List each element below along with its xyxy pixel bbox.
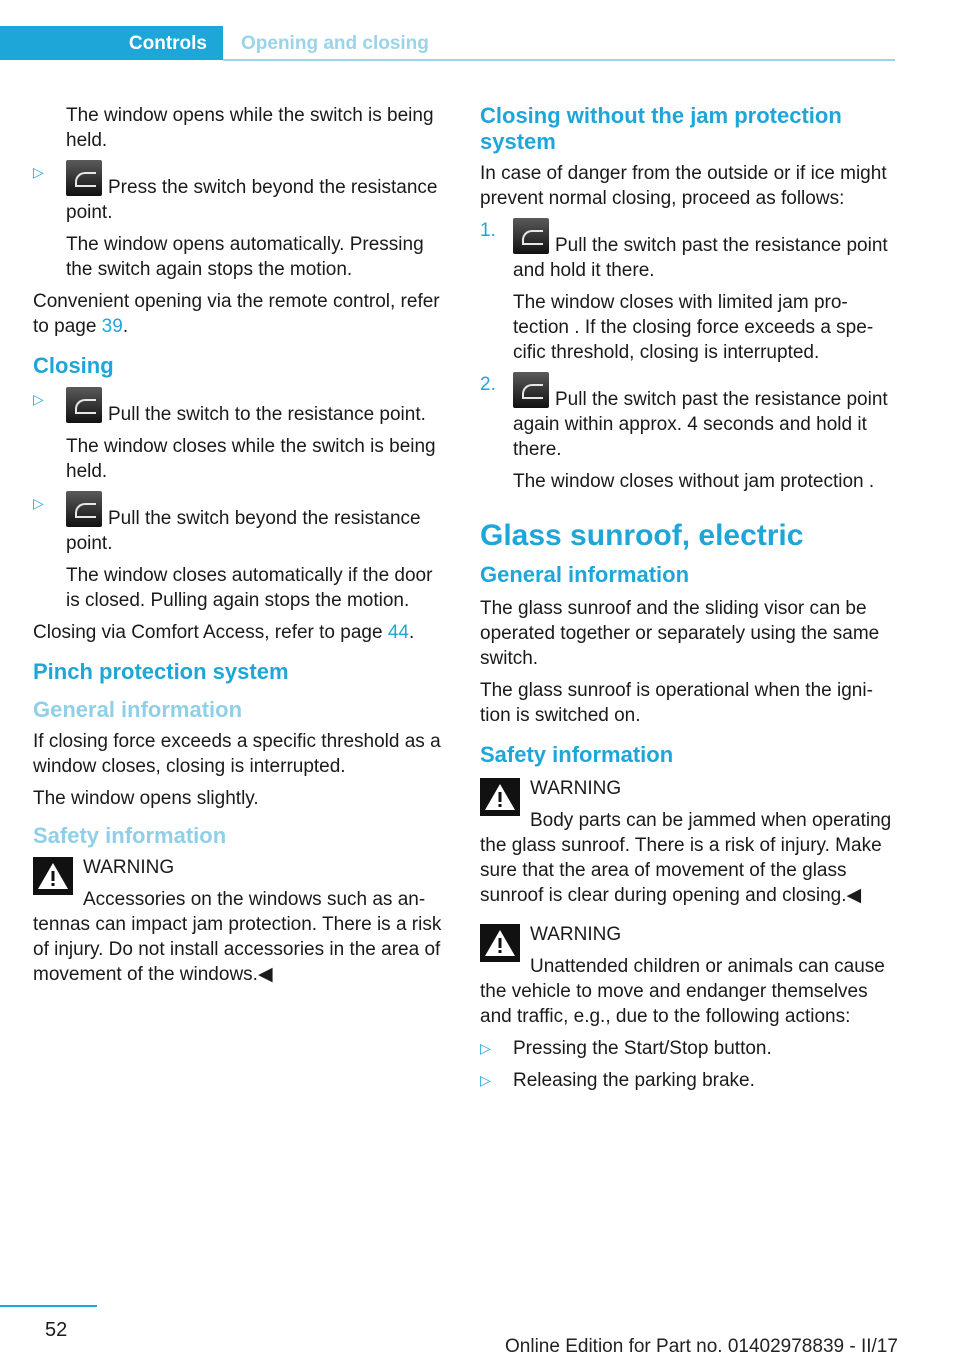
footer-rule [0,1305,97,1307]
right-column [480,103,893,1100]
section-heading: Closing [33,353,114,378]
chapter-heading: Glass sunroof, electric [480,519,804,552]
list-item [33,160,446,225]
step-number: 2. [480,374,496,395]
warning-triangle-icon [480,924,520,962]
window-switch-icon [66,387,102,423]
list-item [480,1036,893,1061]
list-item-text: Press the switch beyond the resistance point. [66,177,438,223]
section-heading: Safety information [480,742,674,767]
subsection-heading: General information [33,697,243,722]
warning-triangle-icon [33,857,73,895]
warning-box [33,855,446,987]
warning-text: Body parts can be jammed when operating the glass sunroof. There is a risk of injury. Make sure that the area of movement of the glass sunroof is clear during opening and closing.◀ [480,810,892,906]
warning-title: WARNING [83,857,175,878]
list-item [480,372,893,462]
paragraph: The window closes without jam protection . [513,471,875,492]
list-item-text: Releasing the parking brake. [513,1070,755,1091]
window-switch-icon [513,372,549,408]
warning-text: Accessories on the windows such as antennas can impact jam protection. There is a risk of injury. Do not install accessories in the area of movement of the windows.◀ [33,889,442,985]
step-number: 1. [480,220,496,241]
paragraph-text: Convenient opening via the remote control, refer to page [33,291,440,337]
window-switch-icon [513,218,549,254]
warning-title: WARNING [530,778,622,799]
section-label[interactable]: Opening and closing [241,33,429,54]
page-link[interactable]: 39 [101,316,123,337]
section-heading: General information [480,562,690,587]
paragraph: In case of danger from the outside or if ice might prevent normal closing, proceed as follows: [480,163,887,209]
edition-text: Online Edition for Part no. 01402978839 - II/17 [505,1336,898,1357]
left-column [33,103,446,994]
list-item-text: Pull the switch past the resistance point and hold it there. [513,235,888,281]
paragraph: The window opens slightly. [33,788,259,809]
bullet-triangle-icon: ▷ [480,1072,491,1088]
bullet-triangle-icon: ▷ [33,164,44,180]
paragraph: The window opens while the switch is being held. [66,105,434,151]
list-item-text: Pull the switch to the resistance point. [108,404,426,425]
paragraph: The window closes automatically if the door is closed. Pulling again stops the motion. [66,565,433,611]
chapter-tab[interactable] [0,26,223,60]
window-switch-icon [66,491,102,527]
paragraph: Closing via Comfort Access, refer to page 44. [33,622,415,643]
paragraph: The window closes with limited jam protection . If the closing force exceeds a specific threshold, closing is interrupted. [513,292,874,363]
paragraph: The window opens automatically. Pressing the switch again stops the motion. [66,234,424,280]
page-number: 52 [45,1319,68,1341]
subsection-heading: Closing without the jam protection system [480,103,842,154]
section-heading: Pinch protection system [33,659,289,684]
list-item-text: Pressing the Start/Stop button. [513,1038,772,1059]
paragraph-text: Closing via Comfort Access, refer to page [33,622,388,643]
list-item [480,218,893,283]
paragraph: The window closes while the switch is being held. [66,436,436,482]
warning-box [480,776,893,908]
paragraph: If closing force exceeds a specific threshold as a window closes, closing is interrupted. [33,731,441,777]
page-header [0,26,895,62]
list-item-text: Pull the switch beyond the resistance point. [66,508,421,554]
list-item-text: Pull the switch past the resistance point again within approx. 4 seconds and hold it there. [513,389,888,460]
warning-triangle-icon [480,778,520,816]
chapter-label: Controls [128,33,207,54]
subsection-heading: Safety information [33,823,227,848]
paragraph: The glass sunroof and the sliding visor can be operated together or separately using the same switch. [480,598,880,669]
list-item [480,1068,893,1093]
page-link[interactable]: 44 [387,622,409,643]
warning-box [480,922,893,1029]
warning-text: Unattended children or animals can cause the vehicle to move and endanger themselves and traffic, e.g., due to the following actions: [480,956,885,1027]
paragraph: The glass sunroof is operational when the ignition is switched on. [480,680,873,726]
bullet-triangle-icon: ▷ [33,391,44,407]
paragraph: Convenient opening via the remote control, refer to page 39. [33,291,440,337]
bullet-triangle-icon: ▷ [480,1040,491,1056]
header-rule [223,59,895,61]
warning-title: WARNING [530,924,622,945]
window-switch-icon [66,160,102,196]
list-item [33,387,446,427]
list-item [33,491,446,556]
bullet-triangle-icon: ▷ [33,495,44,511]
